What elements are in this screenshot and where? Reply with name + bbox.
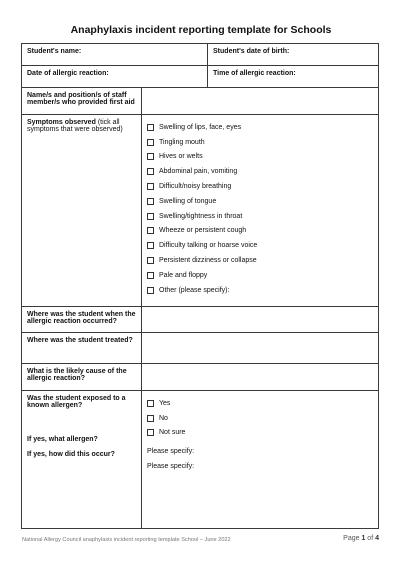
exposure-field <box>142 391 379 529</box>
footer-text: National Allergy Council anaphylaxis incident reporting template School – June 2022 <box>22 537 231 543</box>
exposure-option[interactable] <box>147 426 373 441</box>
student-dob-field[interactable] <box>208 44 379 66</box>
allergen-specify-label: Please specify: <box>147 448 195 456</box>
symptom-label: Difficult/noisy breathing <box>159 183 232 191</box>
symptom-label: Other (please specify): <box>159 286 230 294</box>
symptom-option[interactable] <box>147 209 373 224</box>
student-name-label: Student's name: <box>27 48 82 55</box>
checkbox[interactable] <box>147 415 154 422</box>
checkbox[interactable] <box>147 153 154 160</box>
cause-row <box>22 364 379 391</box>
symptom-option[interactable] <box>147 120 373 135</box>
cause-label: What is the likely cause of the allergic reaction? <box>22 364 142 391</box>
symptom-option[interactable] <box>147 164 373 179</box>
where-treated-label: Where was the student treated? <box>22 333 142 364</box>
symptom-option[interactable] <box>147 194 373 209</box>
checkbox[interactable] <box>147 198 154 205</box>
where-reaction-label: Where was the student when the allergic reaction occurred? <box>22 307 142 333</box>
checkbox[interactable] <box>147 400 154 407</box>
checkbox[interactable] <box>147 183 154 190</box>
symptom-option[interactable] <box>147 268 373 283</box>
occur-specify-field[interactable] <box>147 463 373 470</box>
checkbox[interactable] <box>147 429 154 436</box>
where-reaction-field[interactable] <box>142 307 379 333</box>
student-name-row <box>22 44 379 66</box>
checkbox[interactable] <box>147 242 154 249</box>
occur-specify-label: Please specify: <box>147 463 195 471</box>
where-reaction-row <box>22 307 379 333</box>
exposure-option[interactable] <box>147 411 373 426</box>
checkbox[interactable] <box>147 227 154 234</box>
time-reaction-label: Time of allergic reaction: <box>213 70 296 77</box>
exposure-label: Yes <box>159 399 171 407</box>
symptom-option[interactable] <box>147 253 373 268</box>
symptom-option[interactable] <box>147 238 373 253</box>
symptom-option[interactable] <box>147 150 373 165</box>
symptom-label: Pale and floppy <box>159 271 208 279</box>
symptoms-label-cell <box>22 115 142 307</box>
symptoms-label: Symptoms observed <box>27 119 96 126</box>
exposure-label: No <box>159 414 168 422</box>
symptom-option[interactable] <box>147 179 373 194</box>
symptom-label: Difficulty talking or hoarse voice <box>159 242 258 250</box>
symptom-option[interactable] <box>147 224 373 239</box>
where-treated-row <box>22 333 379 364</box>
checkbox[interactable] <box>147 257 154 264</box>
page-prefix: Page <box>343 535 362 542</box>
how-occur-label: If yes, how did this occur? <box>27 451 115 458</box>
time-reaction-field[interactable] <box>208 66 379 88</box>
incident-form <box>21 43 379 529</box>
date-time-row <box>22 66 379 88</box>
page-current: 1 <box>361 535 366 542</box>
student-name-field[interactable] <box>22 44 208 66</box>
symptom-label: Swelling/tightness in throat <box>159 212 243 220</box>
exposure-option[interactable] <box>147 396 373 411</box>
checkbox[interactable] <box>147 168 154 175</box>
symptom-label: Tingling mouth <box>159 138 205 146</box>
exposure-row <box>22 391 379 529</box>
exposure-label-cell <box>22 391 142 529</box>
checkbox[interactable] <box>147 272 154 279</box>
checkbox[interactable] <box>147 124 154 131</box>
page-number <box>343 535 379 542</box>
which-allergen-label: If yes, what allergen? <box>27 436 98 443</box>
symptom-label: Wheeze or persistent cough <box>159 227 247 235</box>
symptom-label: Hives or welts <box>159 153 203 161</box>
checkbox[interactable] <box>147 287 154 294</box>
exposure-label: Not sure <box>159 429 186 437</box>
page-of: of <box>365 535 376 542</box>
cause-field[interactable] <box>142 364 379 391</box>
symptom-label: Abdominal pain, vomiting <box>159 168 238 176</box>
staff-row <box>22 88 379 115</box>
staff-label: Name/s and position/s of staff member/s who provided first aid <box>22 88 142 115</box>
staff-field[interactable] <box>142 88 379 115</box>
date-reaction-field[interactable] <box>22 66 208 88</box>
page-total: 4 <box>375 535 379 542</box>
allergen-specify-field[interactable] <box>147 448 373 455</box>
symptom-label: Swelling of tongue <box>159 197 217 205</box>
checkbox[interactable] <box>147 213 154 220</box>
symptoms-row <box>22 115 379 307</box>
page-title: Anaphylaxis incident reporting template for Schools <box>70 24 332 36</box>
where-treated-field[interactable] <box>142 333 379 364</box>
exposed-label: Was the student exposed to a known allergen? <box>27 395 126 409</box>
symptom-option[interactable] <box>147 283 373 298</box>
symptom-option[interactable] <box>147 135 373 150</box>
symptoms-note: (tick all symptoms that were observed) <box>27 119 123 133</box>
symptom-label: Persistent dizziness or collapse <box>159 257 257 265</box>
symptoms-checklist <box>142 115 379 307</box>
symptom-label: Swelling of lips, face, eyes <box>159 123 242 131</box>
date-reaction-label: Date of allergic reaction: <box>27 70 109 77</box>
student-dob-label: Student's date of birth: <box>213 48 290 55</box>
checkbox[interactable] <box>147 139 154 146</box>
